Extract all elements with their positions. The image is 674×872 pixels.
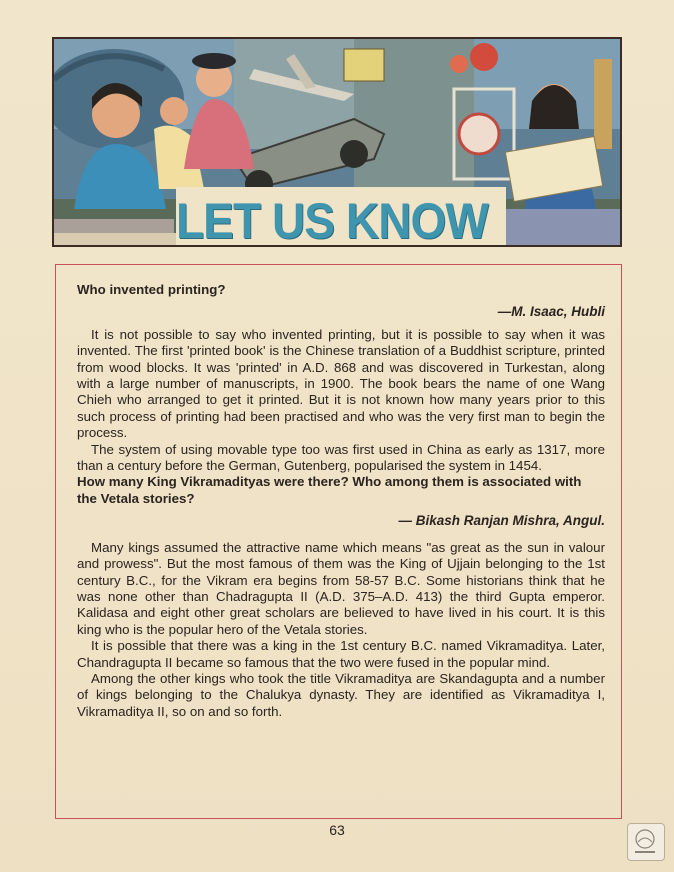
section-title: LET US KNOW bbox=[176, 193, 488, 249]
question-1: Who invented printing? bbox=[77, 282, 226, 297]
page-number: 63 bbox=[329, 822, 345, 838]
answer-1-paragraph-2: The system of using movable type too was first used in China as early as 1317, more than a century before the German, Gutenberg, popularised the system in 1454. bbox=[77, 441, 605, 474]
question-2-author: — Bikash Ranjan Mishra, Angul. bbox=[398, 513, 605, 529]
answer-2-paragraph-1: Many kings assumed the attractive name which means "as great as the sun in valour and prowess". But the most famous of them was the King of Ujjain belonging to the 1st century B.C., for the Vikram era begins from 58-57 B.C. Some historians think that he was none other than Chadragupta II (A.D. 375–A.D. 413) the third Gupta emperor. Kalidasa and eight other great scholars are believed to have lived in his court. It is this king who is the popular hero of the Vetala stories. bbox=[77, 539, 605, 637]
answer-2-paragraph-2: It is possible that there was a king in the 1st century B.C. named Vikramaditya. Later, Chandragupta II became so famous that the two were fused in the popular mind. bbox=[77, 638, 605, 670]
answer-2-paragraph-3: Among the other kings who took the title Vikramaditya are Skandagupta and a number of kings belonging to the Chalukya dynasty. They are identified as Vikramaditya I, Vikramaditya II, so on and so forth. bbox=[77, 670, 605, 719]
stamp-icon bbox=[628, 824, 662, 858]
question-1-author: —M. Isaac, Hubli bbox=[497, 304, 605, 320]
question-2: How many King Vikramadityas were there? Who among them is associated with the Vetala stories? bbox=[77, 474, 582, 506]
answer-1-paragraph-1: It is not possible to say who invented printing, but it is possible to say when it was invented. The first 'printed book' is the Chinese translation of a Buddhist scripture, printed from wood blocks. It was 'printed' in A.D. 868 and was discovered in Turkestan, along with a large number of manuscripts, in 1900. The book bears the name of one Wang Chieh who arranged to get it printed. But it is not known how many years prior to this such process of printing had been practised and who was the very first man to begin the process. bbox=[77, 326, 605, 441]
library-stamp-logo bbox=[627, 823, 665, 861]
article-body bbox=[77, 282, 605, 720]
